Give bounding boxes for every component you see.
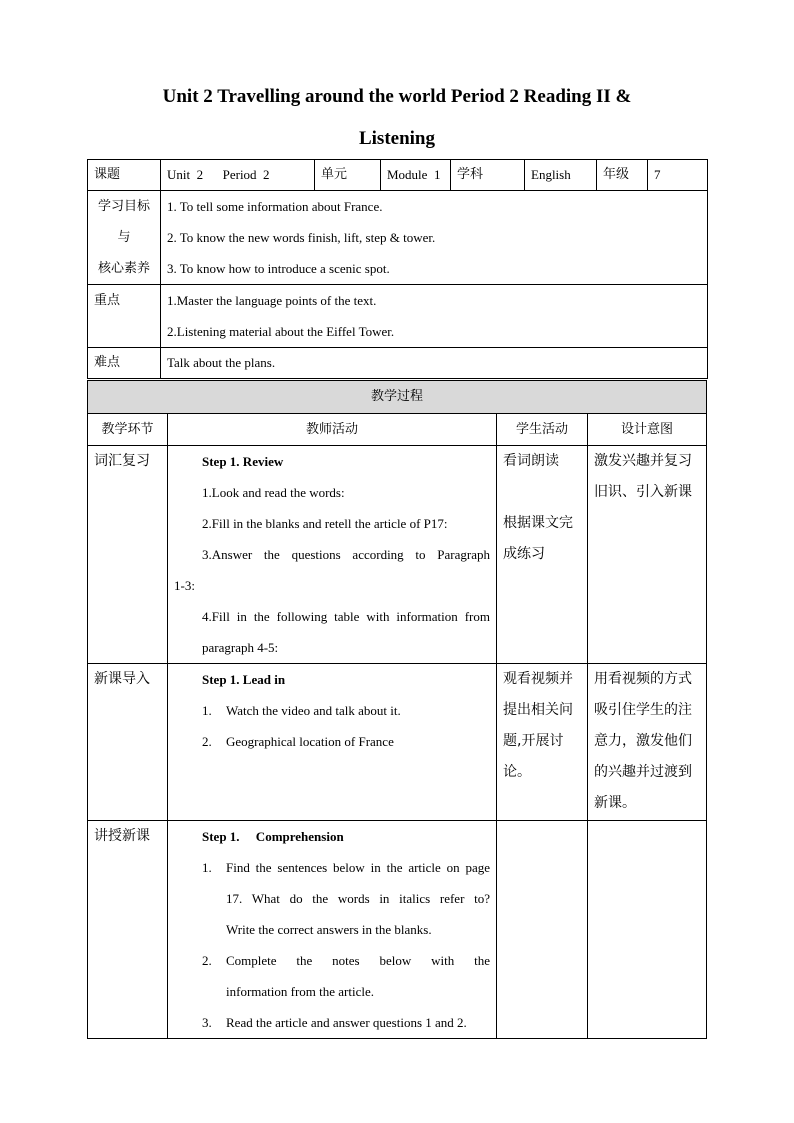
item-text: Complete the notes below with the — [226, 953, 490, 968]
intent-line: 意力，激发他们 — [594, 733, 692, 749]
teacher-activity-cell — [168, 446, 497, 664]
student-line: 看词朗读 — [503, 453, 559, 469]
activity-line: paragraph 4-5: — [202, 640, 279, 655]
grade-value: 7 — [648, 160, 708, 191]
student-activity-cell — [497, 821, 588, 1039]
key-points-list — [161, 285, 708, 348]
subject-label: 学科 — [451, 160, 525, 191]
intent-line: 吸引住学生的注 — [594, 702, 692, 718]
student-line: 提出相关问 — [503, 702, 573, 718]
key-points-label — [88, 285, 161, 348]
intent-line: 的兴趣并过渡到 — [594, 764, 692, 780]
grade-label: 年级 — [597, 160, 648, 191]
activity-line: 4.Fill in the following table with information from — [202, 609, 490, 624]
stage-label: 讲授新课 — [94, 828, 150, 844]
difficult-label: 难点 — [88, 348, 161, 379]
difficult-value: Talk about the plans. — [161, 348, 708, 379]
student-line: 题,开展讨论。 — [503, 733, 564, 780]
activity-line: 1.Look and read the words: — [202, 485, 345, 500]
student-line: 根据课文完 — [503, 515, 573, 531]
numbered-item — [174, 1007, 490, 1038]
item-number: 2. — [202, 734, 212, 749]
step-heading: Step 1. Comprehension — [202, 829, 344, 844]
intent-line: 新课。 — [594, 795, 636, 811]
stage-label: 词汇复习 — [94, 453, 150, 469]
item-number: 2. — [202, 953, 212, 968]
design-intent-cell — [588, 446, 707, 664]
teaching-process-table — [87, 380, 707, 1039]
key-point-item: 2.Listening material about the Eiffel Tower. — [167, 324, 395, 339]
step-heading: Step 1. Review — [202, 454, 284, 469]
design-intent-cell — [588, 821, 707, 1039]
goals-label — [88, 191, 161, 285]
student-line: 成练习 — [503, 546, 545, 562]
process-header: 教学过程 — [88, 381, 707, 414]
intent-line: 用看视频的方式 — [594, 671, 692, 687]
column-header-intent: 设计意图 — [588, 414, 707, 446]
item-number: 1. — [202, 860, 212, 875]
student-line: 观看视频并 — [503, 671, 573, 687]
step-heading: Step 1. Lead in — [202, 672, 286, 687]
intent-line: 旧识、引入新课 — [594, 484, 692, 500]
unit-label: 单元 — [315, 160, 381, 191]
topic-label: 课题 — [88, 160, 161, 191]
subject-value: English — [525, 160, 597, 191]
document-title-line1: Unit 2 Travelling around the world Period 2 Reading II & — [162, 86, 632, 107]
document-title-line2: Listening — [358, 128, 436, 149]
item-continuation: 17. What do the words in italics refer to? — [226, 891, 490, 906]
goals-label-line: 学习目标 — [97, 199, 150, 214]
intent-line: 激发兴趣并复习 — [594, 453, 692, 469]
topic-value: Unit 2 Period 2 — [161, 160, 315, 191]
student-activity-cell — [497, 446, 588, 664]
unit-value: Module 1 — [381, 160, 451, 191]
goal-item: 1. To tell some information about France. — [167, 199, 383, 214]
teacher-activity-cell — [168, 821, 497, 1039]
item-number: 3. — [202, 1015, 212, 1030]
stage-cell — [88, 446, 168, 664]
goals-list — [161, 191, 708, 285]
activity-line: 2.Fill in the blanks and retell the article of P17: — [202, 516, 448, 531]
goals-label-line: 核心素养 — [97, 261, 150, 276]
numbered-item — [174, 945, 490, 976]
item-number: 1. — [202, 703, 212, 718]
key-points-label-text: 重点 — [94, 293, 121, 308]
column-header-student: 学生活动 — [497, 414, 588, 446]
goal-item: 3. To know how to introduce a scenic spot. — [167, 261, 390, 276]
stage-cell — [88, 821, 168, 1039]
item-text: Watch the video and talk about it. — [226, 703, 401, 718]
goals-label-line: 与 — [117, 230, 131, 245]
design-intent-cell — [588, 664, 707, 821]
column-header-teacher: 教师活动 — [168, 414, 497, 446]
item-continuation: Write the correct answers in the blanks. — [226, 922, 432, 937]
lesson-info-table — [87, 159, 708, 379]
numbered-item — [174, 726, 490, 757]
activity-line: 3.Answer the questions according to Paragraph — [202, 547, 490, 562]
stage-cell — [88, 664, 168, 821]
teacher-activity-cell — [168, 664, 497, 821]
student-line — [503, 477, 581, 508]
item-text: Read the article and answer questions 1 and 2. — [226, 1015, 467, 1030]
activity-line: 1-3: — [174, 578, 195, 593]
item-text: Find the sentences below in the article on page — [226, 860, 490, 875]
column-header-stage: 教学环节 — [88, 414, 168, 446]
goal-item: 2. To know the new words finish, lift, step & tower. — [167, 230, 436, 245]
numbered-item — [174, 695, 490, 726]
item-text: Geographical location of France — [226, 734, 394, 749]
student-activity-cell — [497, 664, 588, 821]
numbered-item — [174, 852, 490, 883]
stage-label: 新课导入 — [94, 671, 150, 687]
item-continuation: information from the article. — [226, 984, 375, 999]
key-point-item: 1.Master the language points of the text. — [167, 293, 377, 308]
